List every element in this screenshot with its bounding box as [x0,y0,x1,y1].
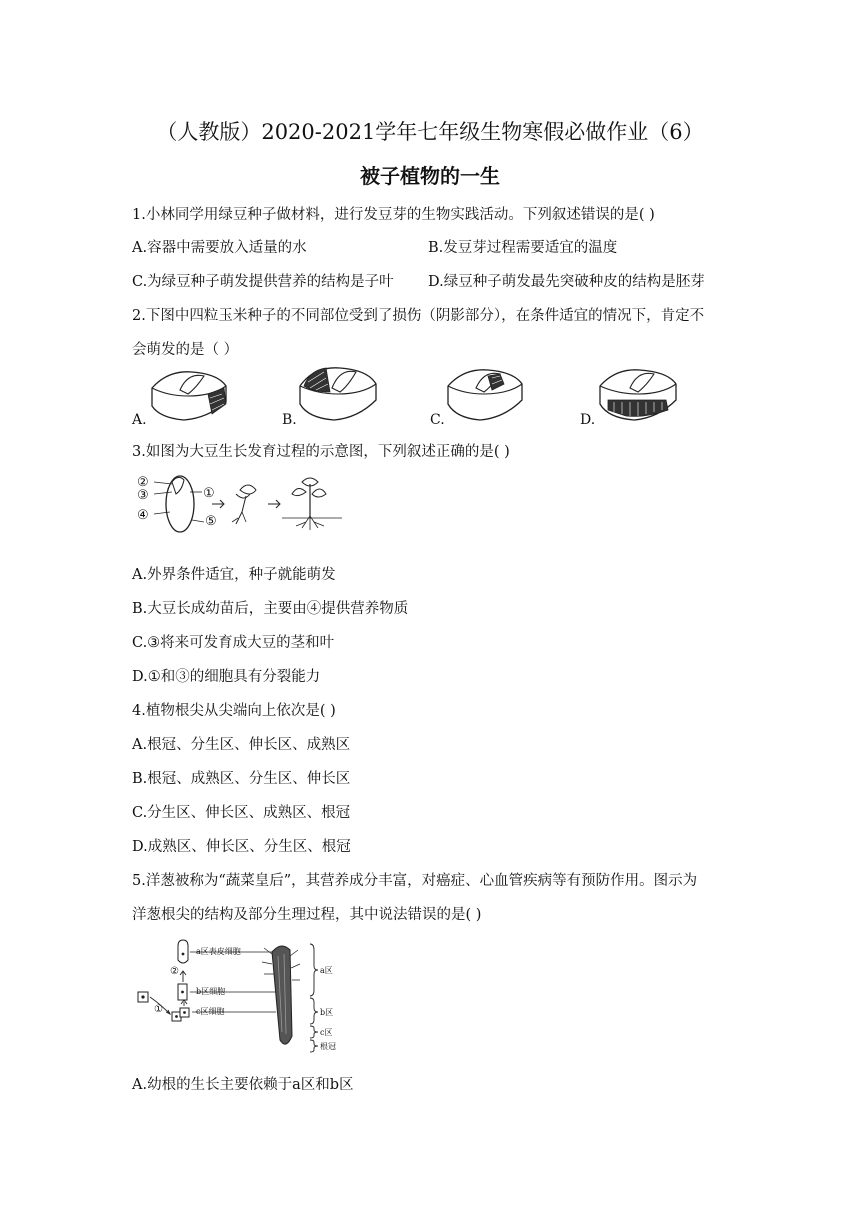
question-3-option-a: A.外界条件适宜，种子就能萌发 [132,567,336,583]
corn-seed-figure-b [296,362,380,424]
page-title: （人教版）2020-2021学年七年级生物寒假必做作业（6） [156,120,704,144]
question-4-option-c: C.分生区、伸长区、成熟区、根冠 [132,805,351,821]
question-1-option-a: A.容器中需要放入适量的水 [132,240,307,256]
onion-label-a-epidermis: a区表皮细胞 [196,947,241,956]
onion-root-tip-figure [134,940,364,1056]
question-4-option-d: D.成熟区、伸长区、分生区、根冠 [132,839,351,855]
onion-label-process-1: ① [154,1004,163,1015]
corn-seed-figure-a [148,366,230,424]
question-2-stem-line2: 会萌发的是（ ） [132,342,239,358]
onion-label-b-cell: b区细胞 [196,987,226,996]
page-subtitle: 被子植物的一生 [360,164,500,188]
soybean-label-3: ③ [137,488,149,503]
question-3-option-c: C.③将来可发育成大豆的茎和叶 [132,635,335,651]
corn-seed-figure-c [444,364,526,424]
onion-label-a-zone: a区 [320,966,333,975]
soybean-label-4: ④ [137,508,149,523]
question-1-option-d: D.绿豆种子萌发最先突破种皮的结构是胚芽 [428,274,705,290]
figure-label-c: C. [430,412,445,428]
onion-label-c-zone: c区 [320,1028,333,1037]
question-4-stem: 4.植物根尖从尖端向上依次是( ) [132,703,336,719]
onion-label-process-2: ② [170,966,179,977]
soybean-label-5: ⑤ [205,514,217,529]
question-1-option-c: C.为绿豆种子萌发提供营养的结构是子叶 [132,274,394,290]
figure-label-d: D. [580,412,596,428]
soybean-label-1: ① [203,486,215,501]
onion-label-b-zone: b区 [320,1008,334,1017]
question-2-stem-line1: 2.下图中四粒玉米种子的不同部位受到了损伤（阴影部分），在条件适宜的情况下，肯定不 [132,308,705,324]
onion-label-c-cell: c区细胞 [196,1007,225,1016]
question-1-stem: 1.小林同学用绿豆种子做材料，进行发豆芽的生物实践活动。下列叙述错误的是( ) [132,207,655,223]
question-5-stem-line2: 洋葱根尖的结构及部分生理过程，其中说法错误的是( ) [132,907,482,923]
onion-label-root-cap: 根冠 [320,1042,336,1051]
question-3-option-b: B.大豆长成幼苗后，主要由④提供营养物质 [132,601,409,617]
corn-seed-figure-d [596,364,680,424]
question-3-option-d: D.①和③的细胞具有分裂能力 [132,669,321,685]
question-3-stem: 3.如图为大豆生长发育过程的示意图，下列叙述正确的是( ) [132,444,510,460]
soybean-growth-figure [132,472,352,534]
soybean-label-2: ② [137,475,149,490]
question-5-stem-line1: 5.洋葱被称为“蔬菜皇后”，其营养成分丰富，对癌症、心血管疾病等有预防作用。图示为 [132,873,698,889]
question-4-option-b: B.根冠、成熟区、分生区、伸长区 [132,771,351,787]
question-4-option-a: A.根冠、分生区、伸长区、成熟区 [132,737,351,753]
figure-label-a: A. [132,412,147,428]
figure-label-b: B. [282,412,297,428]
question-5-option-a: A.幼根的生长主要依赖于a区和b区 [132,1077,354,1093]
question-1-option-b: B.发豆芽过程需要适宜的温度 [428,240,618,256]
